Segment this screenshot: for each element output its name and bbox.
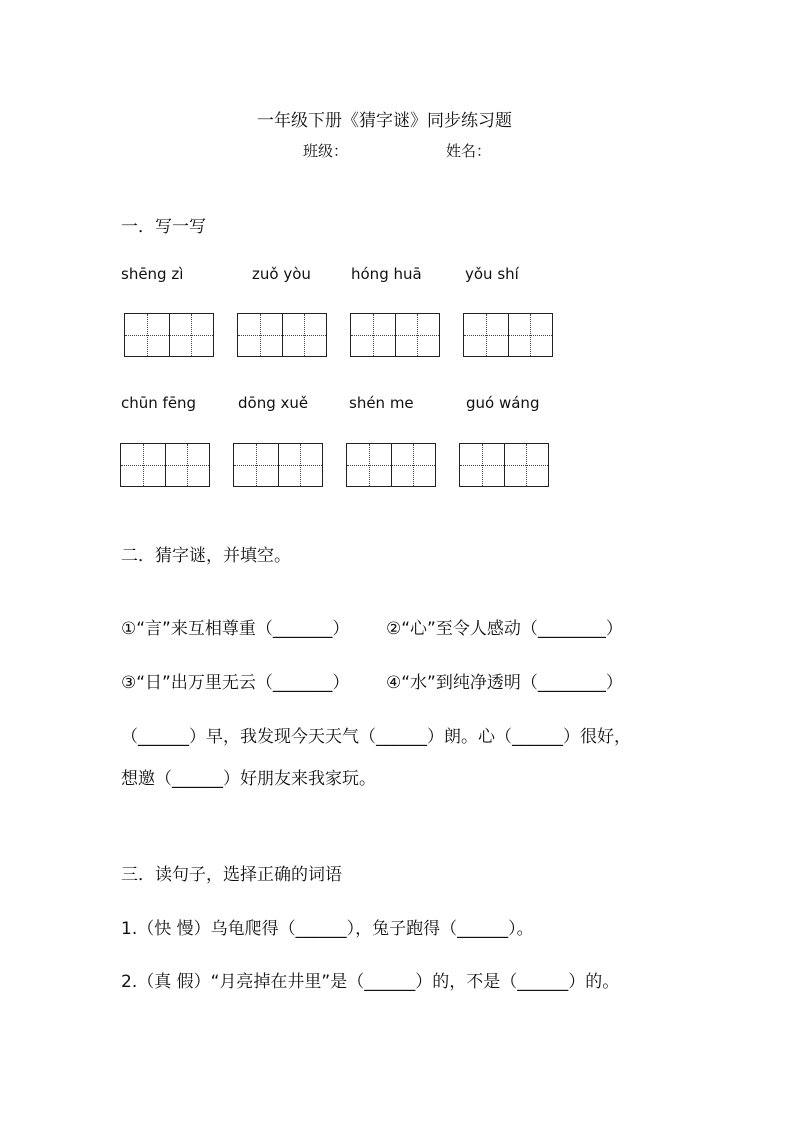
- writing-grid[interactable]: [463, 313, 553, 357]
- writing-grid[interactable]: [350, 313, 440, 357]
- section-1-heading: 一．写一写: [121, 217, 206, 237]
- writing-grid[interactable]: [233, 443, 323, 487]
- page-title: 一年级下册《猜字谜》同步练习题: [257, 111, 512, 131]
- pinyin-label: chūn fēng: [121, 394, 197, 412]
- fill-blank-paragraph: （______）早，我发现今天天气（______）朗。心（______）很好，: [121, 727, 631, 747]
- pinyin-label: shén me: [349, 394, 414, 412]
- writing-grid[interactable]: [120, 443, 210, 487]
- writing-grid[interactable]: [459, 443, 549, 487]
- pinyin-label: yǒu shí: [465, 265, 519, 283]
- question-1: 1.（快 慢）乌龟爬得（______），兔子跑得（______）。: [121, 919, 534, 939]
- writing-grid[interactable]: [237, 313, 327, 357]
- writing-grid[interactable]: [346, 443, 436, 487]
- question-2: 2.（真 假）“月亮掉在井里”是（______）的，不是（______）的。: [121, 972, 620, 992]
- pinyin-label: hóng huā: [351, 265, 422, 283]
- riddle-line: ④“水”到纯净透明（________）: [386, 673, 623, 693]
- class-label: 班级：: [303, 142, 349, 160]
- riddle-line: ②“心”至令人感动（________）: [386, 619, 623, 639]
- pinyin-label: guó wáng: [466, 394, 540, 412]
- riddle-line: ①“言”来互相尊重（_______）: [121, 619, 350, 639]
- pinyin-label: shēng zì: [121, 265, 184, 283]
- pinyin-label: dōng xuě: [238, 394, 309, 412]
- name-label: 姓名：: [446, 142, 492, 160]
- fill-blank-paragraph: 想邀（______）好朋友来我家玩。: [121, 769, 376, 789]
- riddle-line: ③“日”出万里无云（_______）: [121, 673, 350, 693]
- section-2-heading: 二．猜字谜，并填空。: [121, 546, 291, 566]
- writing-grid[interactable]: [124, 313, 214, 357]
- section-3-heading: 三．读句子，选择正确的词语: [121, 865, 342, 885]
- pinyin-label: zuǒ yòu: [252, 265, 311, 283]
